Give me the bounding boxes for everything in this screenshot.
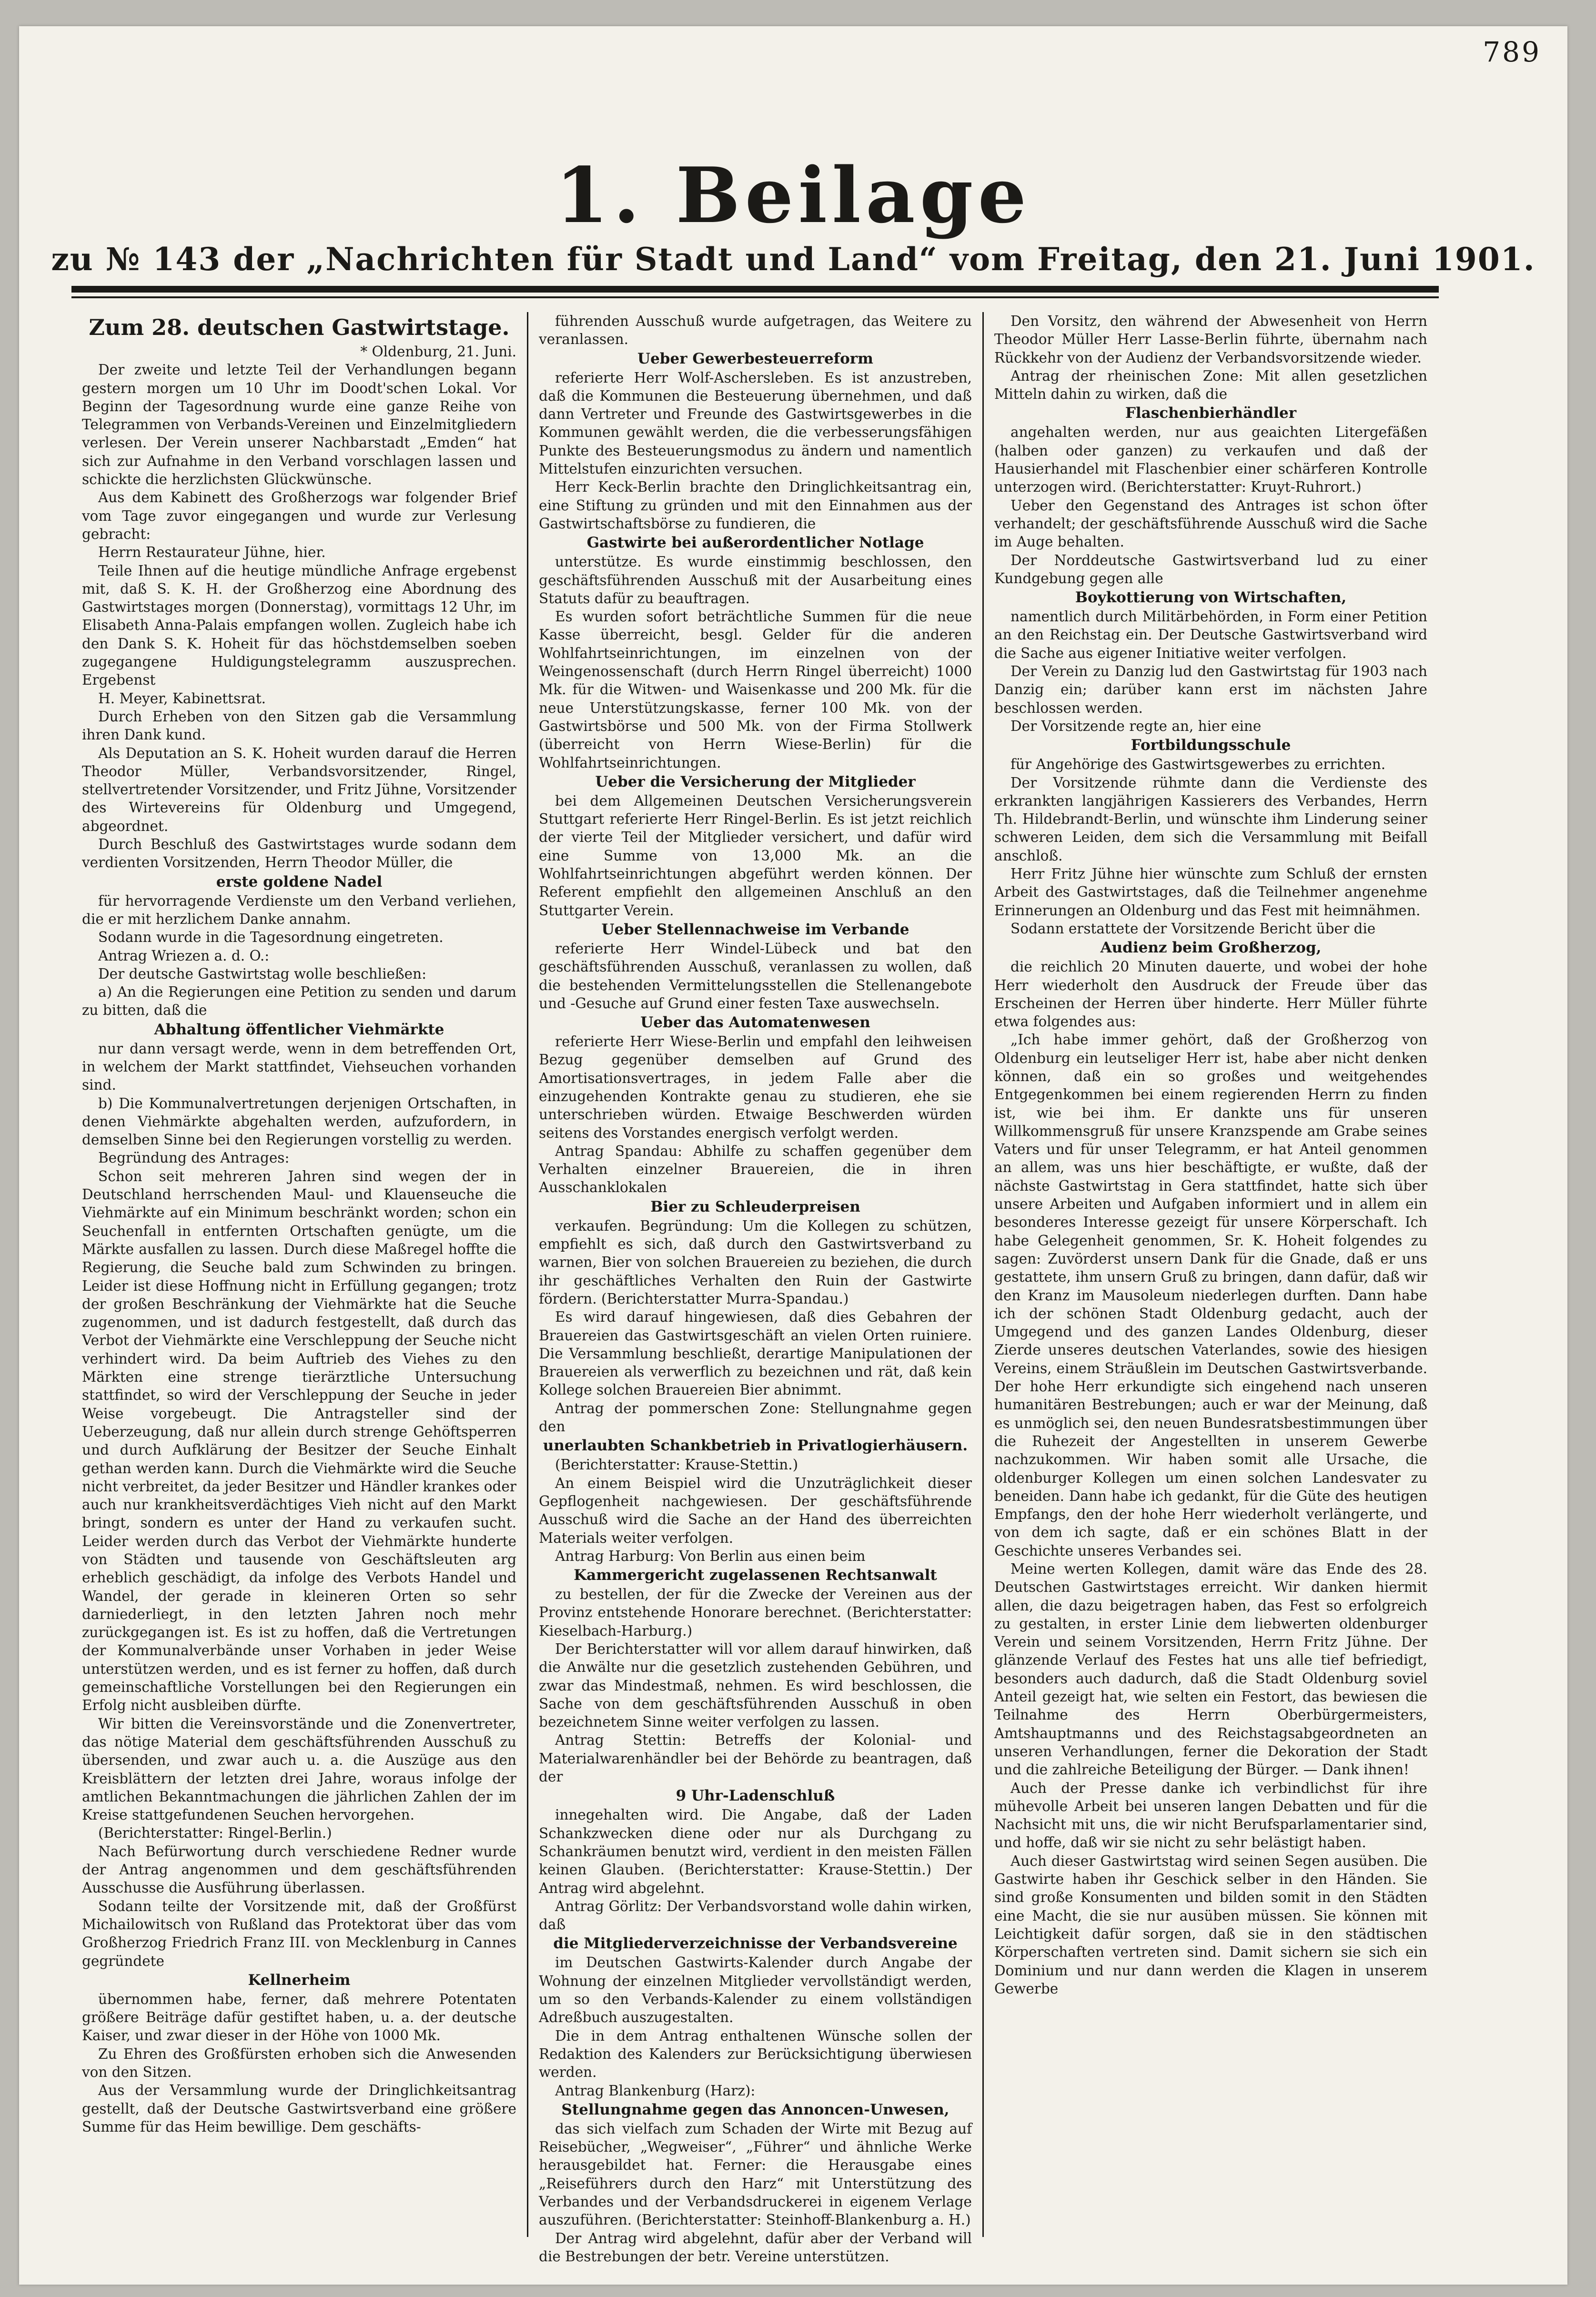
section-heading: Bier zu Schleuderpreisen bbox=[650, 1198, 860, 1215]
paragraph: Der Vorsitzende rühmte dann die Verdienste des erkrankten langjährigen Kassierers des Verbandes, Herrn Th. Hildebrandt-Berlin, und wünschte ihm Linderung seiner schweren Leiden, dem sich die Versammlung mit Beifall anschloß. bbox=[994, 774, 1427, 864]
paragraph: angehalten werden, nur aus geaichten Litergefäßen (halben oder ganzen) zu verkaufen und daß der Hausierhandel mit Flaschenbier einer schärferen Kontrolle unterzogen wird. (Berichterstatter: Kruyt-Ruhrort.) bbox=[994, 424, 1427, 496]
paragraph: Antrag Blankenburg (Harz): bbox=[555, 2082, 756, 2099]
paragraph: (Berichterstatter: Ringel-Berlin.) bbox=[98, 1825, 332, 1842]
dateline: * Oldenburg, 21. Juni. bbox=[360, 344, 516, 360]
column-2 bbox=[527, 312, 982, 2265]
section-heading: die Mitgliederverzeichnisse der Verbandsvereine bbox=[553, 1935, 958, 1953]
paragraph: Zu Ehren des Großfürsten erhoben sich die Anwesenden von den Sitzen. bbox=[82, 2045, 516, 2081]
paragraph: „Ich habe immer gehört, daß der Großherzog von Oldenburg ein leutseliger Herr ist, habe aber nicht denken können, daß ein so großes und weitgehendes Entgegenkommen bei einem regierenden Herrn zu finden ist, wie bei ihm. Er dankte uns für unseren Willkommensgruß für unsere Kranzspende am Grabe seines Vaters und für unser Telegramm, er hat Anteil genommen an allem, was uns hier beschäftigte, er wußte, daß der nächste Gastwirtstag in Gera stattfindet, hatte sich über unsere Arbeiten und Aufgaben informiert und in allem ein besonderes Interesse gezeigt für unsere Körperschaft. Ich habe Gelegenheit genommen, Sr. K. Hoheit folgendes zu sagen: Zuvörderst unsern Dank für die Gnade, daß er uns gestattete, ihm unsern Gruß zu bringen, dann dafür, daß wir den Kranz im Mausoleum niederlegen durften. Dann habe ich der schönen Stadt Oldenburg gedacht, auch der Umgegend und des ganzen Landes Oldenburg, dieser Zierde unseres deutschen Vaterlandes, sowie des hiesigen Vereins, einem Sträußlein im Deutschen Gastwirtsverbande. Der hohe Herr erkundigte sich eingehend nach unseren humanitären Bestrebungen; auch er war der Meinung, daß es unmöglich sei, den neuen Bundesratsbestimmungen über die Ruhezeit der Angestellten in unserem Gewerbe nachzukommen. Wir haben somit alle Ursache, die oldenburger Kollegen um einen solchen Landesvater zu beneiden. Dann habe ich gedankt, für die Güte des heutigen Empfangs, den der hohe Herr wiederholt verlängerte, und von dem ich sagte, daß er ein schönes Blatt in der Geschichte unseres Verbandes sei. bbox=[994, 1032, 1427, 1559]
paragraph: bei dem Allgemeinen Deutschen Versicherungsverein Stuttgart referierte Herr Ringel-Berlin. Es ist jetzt reichlich der vierte Teil der Mitglieder versichert, und dafür wird eine Summe von 13,000 Mk. an die Wohlfahrtseinrichtungen abgeführt werden können. Der Referent empfiehlt den allgemeinen Anschluß an den Stuttgarter Verein. bbox=[539, 792, 972, 919]
article-headline: Zum 28. deutschen Gastwirtstage. bbox=[89, 314, 510, 340]
paragraph: Meine werten Kollegen, damit wäre das Ende des 28. Deutschen Gastwirtstages erreicht. Wir danken hiermit allen, die dazu beigetragen haben, das Fest so erfolgreich zu gestalten, in erster Linie dem liebwerten oldenburger Verein und seinem Vorsitzenden, Herrn Fritz Jühne. Der glänzende Verlauf des Festes hat uns alle tief befriedigt, besonders auch dadurch, daß die Stadt Oldenburg soviel Anteil gezeigt hat, wie selten ein Festort, das bewiesen die Teilnahme des Herrn Oberbürgermeisters, Amtshauptmanns und des Reichstagsabgeordneten an unseren Verhandlungen, ferner die Dekoration der Stadt und die zahlreiche Beteiligung der Bürger. — Dank ihnen! bbox=[994, 1561, 1427, 1778]
paragraph: Es wurden sofort beträchtliche Summen für die neue Kasse überreicht, besgl. Gelder für die anderen Wohlfahrtseinrichtungen, im einzelnen von der Weingenossenschaft (durch Herrn Ringel überreicht) 1000 Mk. für die Witwen- und Waisenkasse und 200 Mk. für die neue Unterstützungskasse, ferner 100 Mk. von der Gastwirtsbörse und 500 Mk. von der Firma Stollwerk (überreicht von Herrn Wiese-Berlin) für die Wohlfahrtseinrichtungen. bbox=[539, 608, 972, 771]
paragraph: Begründung des Antrages: bbox=[98, 1150, 290, 1166]
paragraph: führenden Ausschuß wurde aufgetragen, das Weitere zu veranlassen. bbox=[539, 313, 972, 348]
paragraph: Die in dem Antrag enthaltenen Wünsche sollen der Redaktion des Kalenders zur Berücksichtigung überwiesen werden. bbox=[539, 2027, 972, 2081]
section-heading: erste goldene Nadel bbox=[216, 873, 383, 890]
paragraph: Durch Beschluß des Gastwirtstages wurde sodann dem verdienten Vorsitzenden, Herrn Theodor Müller, die bbox=[82, 836, 516, 871]
paragraph: referierte Herr Wolf-Aschersleben. Es ist anzustreben, daß die Kommunen die Besteuerung übernehmen, und daß dann Vertreter und Freunde des Gastwirtsgewerbes in die Kommunen gewählt werden, die die verbesserungsfähigen Punkte des Besteuerungsmodus zu ändern und namentlich Mittelstufen einzurichten versuchen. bbox=[539, 369, 972, 477]
paragraph: Nach Befürwortung durch verschiedene Redner wurde der Antrag angenommen und dem geschäftsführenden Ausschusse die Ausführung überlassen. bbox=[82, 1843, 516, 1896]
paragraph: Wir bitten die Vereinsvorstände und die Zonenvertreter, das nötige Material dem geschäftsführenden Ausschuß zu übersenden, und zwar auch u. a. die Auszüge aus den Kreisblättern der letzten drei Jahre, woraus infolge der amtlichen Bekanntmachungen die jährlichen Zahlen der im Kreise stattgefundenen Seuchen hervorgehen. bbox=[82, 1715, 516, 1823]
section-heading: Ueber Stellennachweise im Verbande bbox=[601, 921, 909, 938]
article-columns bbox=[71, 312, 1439, 2265]
paragraph: Herr Keck-Berlin brachte den Dringlichkeitsantrag ein, eine Stiftung zu gründen und mit den Einnahmen aus der Gastwirtschaftsbörse zu fundieren, die bbox=[539, 479, 972, 532]
paragraph: Aus der Versammlung wurde der Dringlichkeitsantrag gestellt, daß der Deutsche Gastwirtsverband eine größere Summe für das Heim bewillige. Dem geschäfts- bbox=[82, 2082, 516, 2135]
masthead bbox=[19, 151, 1567, 278]
paragraph: Den Vorsitz, den während der Abwesenheit von Herrn Theodor Müller Herr Lasse-Berlin führte, übernahm nach Rückkehr von der Audienz der Verbandsvorsitzende wieder. bbox=[994, 313, 1427, 366]
section-heading: Abhaltung öffentlicher Viehmärkte bbox=[154, 1021, 444, 1038]
section-heading: Kammergericht zugelassenen Rechtsanwalt bbox=[574, 1567, 937, 1584]
paragraph: nur dann versagt werde, wenn in dem betreffenden Ort, in welchem der Markt stattfindet, Viehseuchen vorhanden sind. bbox=[82, 1040, 516, 1093]
paragraph: Antrag Harburg: Von Berlin aus einen beim bbox=[555, 1548, 866, 1564]
paragraph: Der deutsche Gastwirtstag wolle beschließen: bbox=[98, 965, 427, 982]
paragraph: Sodann teilte der Vorsitzende mit, daß der Großfürst Michailowitsch von Rußland das Protektorat über das vom Großherzog Friedrich Franz III. von Mecklenburg in Cannes gegründete bbox=[82, 1898, 516, 1969]
column-1 bbox=[71, 312, 527, 2237]
paragraph: Sodann erstattete der Vorsitzende Bericht über die bbox=[1010, 920, 1376, 937]
paragraph: innegehalten wird. Die Angabe, daß der Laden Schankzwecken diene oder nur als Durchgang zu Schankräumen benutzt wird, verdient in den meisten Fällen keinen Glauben. (Berichterstatter: Krause-Stettin.) Der Antrag wird abgelehnt. bbox=[539, 1807, 972, 1896]
paragraph: An einem Beispiel wird die Unzuträglichkeit dieser Gepflogenheit nachgewiesen. Der geschäftsführende Ausschuß wird die Sache an der Hand des überreichten Materials weiter verfolgen. bbox=[539, 1475, 972, 1546]
section-heading: unerlaubten Schankbetrieb in Privatlogierhäusern. bbox=[543, 1437, 968, 1455]
section-heading: Audienz beim Großherzog, bbox=[1100, 939, 1322, 957]
newspaper-page bbox=[19, 26, 1567, 2285]
header-rule-thin bbox=[71, 296, 1439, 298]
paragraph: für Angehörige des Gastwirtsgewerbes zu errichten. bbox=[1010, 756, 1386, 773]
paragraph: Antrag Görlitz: Der Verbandsvorstand wolle dahin wirken, daß bbox=[539, 1898, 972, 1933]
supplement-subtitle: zu № 143 der „Nachrichten für Stadt und Land“ vom Freitag, den 21. Juni 1901. bbox=[51, 241, 1535, 278]
paragraph: unterstütze. Es wurde einstimmig beschlossen, den geschäftsführenden Ausschuß mit der Ausarbeitung eines Statuts dafür zu beauftragen. bbox=[539, 554, 972, 607]
paragraph: zu bestellen, der für die Zwecke der Vereinen aus der Provinz entstehende Honorare berechnet. (Berichterstatter: Kieselbach-Harburg.) bbox=[539, 1586, 972, 1639]
supplement-title: 1. Beilage bbox=[555, 151, 1031, 240]
paragraph: Antrag Wriezen a. d. O.: bbox=[98, 947, 270, 964]
column-3 bbox=[982, 312, 1438, 2237]
paragraph: referierte Herr Wiese-Berlin und empfahl den leihweisen Bezug gegenüber demselben auf Grund des Amortisationsvertrages, in jedem Falle aber die einzugehenden Kontrakte genau zu studieren, ehe sie unterschrieben würden. Etwaige Beschwerden würden seitens des Vorstandes energisch verfolgt werden. bbox=[539, 1033, 972, 1141]
paragraph: Ueber den Gegenstand des Antrages ist schon öfter verhandelt; der geschäftsführende Ausschuß wird die Sache im Auge behalten. bbox=[994, 497, 1427, 550]
paragraph: Antrag Spandau: Abhilfe zu schaffen gegenüber dem Verhalten einzelner Brauereien, die in ihren Ausschanklokalen bbox=[539, 1143, 972, 1196]
paragraph: Herrn Restaurateur Jühne, hier. bbox=[98, 544, 326, 561]
section-heading: 9 Uhr-Ladenschluß bbox=[676, 1787, 835, 1805]
paragraph: b) Die Kommunalvertretungen derjenigen Ortschaften, in denen Viehmärkte abgehalten werden, aufzufordern, in demselben Sinne bei den Regierungen vorstellig zu werden. bbox=[82, 1095, 516, 1148]
section-heading: Gastwirte bei außerordentlicher Notlage bbox=[586, 534, 924, 552]
paragraph: übernommen habe, ferner, daß mehrere Potentaten größere Beiträge dafür gestiftet haben, u. a. der deutsche Kaiser, und zwar dieser in der Höhe von 1000 Mk. bbox=[82, 1991, 516, 2044]
paragraph: Teile Ihnen auf die heutige mündliche Anfrage ergebenst mit, daß S. K. H. der Großherzog eine Abordnung des Gastwirtstages morgen (Donnerstag), vormittags 12 Uhr, im Elisabeth Anna-Palais empfangen wollen. Zugleich habe ich den Dank S. K. Hoheit für das höchstdemselben soeben zugegangene Huldigungstelegramm auszusprechen. Ergebenst bbox=[82, 562, 516, 688]
section-heading: Fortbildungsschule bbox=[1131, 737, 1291, 754]
paragraph: im Deutschen Gastwirts-Kalender durch Angabe der Wohnung der einzelnen Mitglieder vervollständigt werden, um so den Verbands-Kalender zu einem vollständigen Adreßbuch auszugestalten. bbox=[539, 1954, 972, 2026]
section-heading: Ueber das Automatenwesen bbox=[640, 1014, 870, 1032]
paragraph: Durch Erheben von den Sitzen gab die Versammlung ihren Dank kund. bbox=[82, 708, 516, 743]
paragraph: Antrag der pommerschen Zone: Stellungnahme gegen den bbox=[539, 1400, 972, 1435]
section-heading: Stellungnahme gegen das Annoncen-Unwesen, bbox=[561, 2101, 950, 2118]
paragraph: Der Norddeutsche Gastwirtsverband lud zu einer Kundgebung gegen alle bbox=[994, 552, 1427, 587]
paragraph: das sich vielfach zum Schaden der Wirte mit Bezug auf Reisebücher, „Wegweiser“, „Führer“ und ähnliche Werke herausgebildet hat. Ferner: die Herausgabe eines „Reiseführers durch den Harz“ mit Unterstützung des Verbandes und der Verbandsdruckerei in eigenem Verlage auszuführen. (Berichterstatter: Steinhoff-Blankenburg a. H.) bbox=[539, 2120, 972, 2228]
paragraph: verkaufen. Begründung: Um die Kollegen zu schützen, empfiehlt es sich, daß durch den Gastwirtsverband zu warnen, Bier von solchen Brauereien zu beziehen, die durch ihr geschäftliches Verhalten den Ruin der Gastwirte fördern. (Berichterstatter Murra-Spandau.) bbox=[539, 1217, 972, 1307]
section-heading: Ueber Gewerbesteuerreform bbox=[637, 350, 873, 367]
paragraph: für hervorragende Verdienste um den Verband verliehen, die er mit herzlichem Danke annahm. bbox=[82, 892, 516, 927]
paragraph: referierte Herr Windel-Lübeck und bat den geschäftsführenden Ausschuß, veranlassen zu wollen, daß die bestehenden Vermittelungsstellen die Stellenangebote und -Gesuche auf Grund einer festen Taxe auswechseln. bbox=[539, 940, 972, 1012]
paragraph: Aus dem Kabinett des Großherzogs war folgender Brief vom Tage zuvor eingegangen und wurde zur Verlesung gebracht: bbox=[82, 489, 516, 542]
paragraph: Sodann wurde in die Tagesordnung eingetreten. bbox=[98, 929, 444, 946]
paragraph: Der Berichterstatter will vor allem darauf hinwirken, daß die Anwälte nur die gesetzlich zustehenden Gebühren, und zwar das Mindestmaß, nehmen. Es wird beschlossen, die Sache von dem geschäftsführenden Ausschuß in oben bezeichnetem Sinne weiter verfolgen zu lassen. bbox=[539, 1641, 972, 1730]
paragraph: Der Antrag wird abgelehnt, dafür aber der Verband will die Bestrebungen der betr. Vereine unterstützen. bbox=[539, 2230, 972, 2265]
paragraph: Auch dieser Gastwirtstag wird seinen Segen ausüben. Die Gastwirte haben ihr Geschick selber in den Händen. Sie sind große Konsumenten und bilden somit in den Städten eine Macht, die sie nur ausüben müssen. Sie können mit Leichtigkeit dafür sorgen, daß sie in den städtischen Körperschaften vertreten sind. Damit sichern sie sich ein Dominium und nur dann werden die Klagen in unserem Gewerbe bbox=[994, 1852, 1427, 1997]
header-rule bbox=[71, 286, 1439, 293]
section-heading: Boykottierung von Wirtschaften, bbox=[1075, 589, 1347, 607]
paragraph: Auch der Presse danke ich verbindlichst für ihre mühevolle Arbeit bei unseren langen Debatten und für die Nachsicht mit uns, die wir nicht Berufsparlamentarier sind, und hoffe, daß wir sie nicht zu sehr belästigt haben. bbox=[994, 1780, 1427, 1851]
section-heading: Ueber die Versicherung der Mitglieder bbox=[595, 773, 916, 790]
paragraph: Der Verein zu Danzig lud den Gastwirtstag für 1903 nach Danzig ein; darüber kann erst im nächsten Jahre beschlossen werden. bbox=[994, 663, 1427, 716]
paragraph: Als Deputation an S. K. Hoheit wurden darauf die Herren Theodor Müller, Verbandsvorsitzender, Ringel, stellvertretender Vorsitzender, und Fritz Jühne, Vorsitzender des Wirtevereins für Oldenburg und Umgegend, abgeordnet. bbox=[82, 745, 516, 834]
paragraph: Antrag der rheinischen Zone: Mit allen gesetzlichen Mitteln dahin zu wirken, daß die bbox=[994, 367, 1427, 403]
paragraph: die reichlich 20 Minuten dauerte, und wobei der hohe Herr wiederholt den Ausdruck der Freude über das Erscheinen der Herren über hinderte. Herr Müller führte etwa folgendes aus: bbox=[994, 959, 1427, 1030]
paragraph: Herr Fritz Jühne hier wünschte zum Schluß der ernsten Arbeit des Gastwirtstages, daß die Teilnehmer angenehme Erinnerungen an Oldenburg und das Fest mit heimnähmen. bbox=[994, 866, 1427, 919]
paragraph: Es wird darauf hingewiesen, daß dies Gebahren der Brauereien das Gastwirtsgeschäft an vielen Orten ruiniere. Die Versammlung beschließt, derartige Manipulationen der Brauereien als verwerflich zu bezeichnen und rät, daß kein Kollege solchen Brauereien Bier abnimmt. bbox=[539, 1309, 972, 1398]
section-heading: Kellnerheim bbox=[248, 1971, 351, 1989]
paragraph: H. Meyer, Kabinettsrat. bbox=[98, 690, 266, 707]
page-number: 789 bbox=[1483, 36, 1541, 68]
paragraph: Der zweite und letzte Teil der Verhandlungen begann gestern morgen um 10 Uhr im Doodt'schen Lokal. Vor Beginn der Tagesordnung wurde eine ganze Reihe von Telegrammen von Verbands-Vereinen und Einzelmitgliedern verlesen. Der Verein unserer Nachbarstadt „Emden“ hat sich zur Aufnahme in den Verband vorschlagen lassen und schickte die herzlichsten Glückwünsche. bbox=[82, 362, 516, 488]
paragraph: Schon seit mehreren Jahren sind wegen der in Deutschland herrschenden Maul- und Klauenseuche die Viehmärkte auf ein Minimum beschränkt worden; schon ein Seuchenfall in entfernten Ortschaften genügte, um die Märkte ausfallen zu lassen. Durch diese Maßregel hoffte die Regierung, die Seuche bald zum Schwinden zu bringen. Leider ist diese Hoffnung nicht in Erfüllung gegangen; trotz der großen Beschränkung der Viehmärkte hat die Seuche zugenommen, und ist dadurch festgestellt, daß durch das Verbot der Viehmärkte eine Verschleppung der Seuche nicht verhindert wird. Da beim Auftrieb des Viehes zu den Märkten eine strenge tierärztliche Untersuchung stattfindet, so wird der Verschleppung der Seuche in jeder Weise vorgebeugt. Die Antragsteller sind der Ueberzeugung, daß nur allein durch strenge Gehöftsperren und durch Aufklärung der Besitzer der Seuche Einhalt gethan werden kann. Durch die Viehmärkte wird die Seuche nicht verbreitet, da jeder Besitzer und Händler krankes oder auch nur krankheitsverdächtiges Vieh nicht auf den Markt bringt, sondern es unter der Hand zu verkaufen sucht. Leider werden durch das Verbot der Viehmärkte hunderte von Städten und tausende von Geschäftsleuten arg erheblich geschädigt, da infolge des Verbots Handel und Wandel, der gerade in kleineren Orten so sehr darniederliegt, in den letzten Jahren noch mehr zurückgegangen ist. Es ist zu hoffen, daß die Vertretungen der Kommunalverbände unser Vorhaben in jeder Weise unterstützen werden, und es ist ferner zu hoffen, daß durch gemeinschaftliche Vorstellungen bei den Regierungen ein Erfolg nicht ausbleiben dürfte. bbox=[82, 1168, 516, 1714]
paragraph: namentlich durch Militärbehörden, in Form einer Petition an den Reichstag ein. Der Deutsche Gastwirtsverband wird die Sache aus eigener Initiative weiter verfolgen. bbox=[994, 608, 1427, 661]
section-heading: Flaschenbierhändler bbox=[1125, 405, 1297, 422]
paragraph: (Berichterstatter: Krause-Stettin.) bbox=[555, 1457, 798, 1473]
paragraph: Der Vorsitzende regte an, hier eine bbox=[1010, 718, 1262, 734]
paragraph: a) An die Regierungen eine Petition zu senden und darum zu bitten, daß die bbox=[82, 984, 516, 1019]
paragraph: Antrag Stettin: Betreffs der Kolonial- und Materialwarenhändler bei der Behörde zu beantragen, daß der bbox=[539, 1732, 972, 1785]
